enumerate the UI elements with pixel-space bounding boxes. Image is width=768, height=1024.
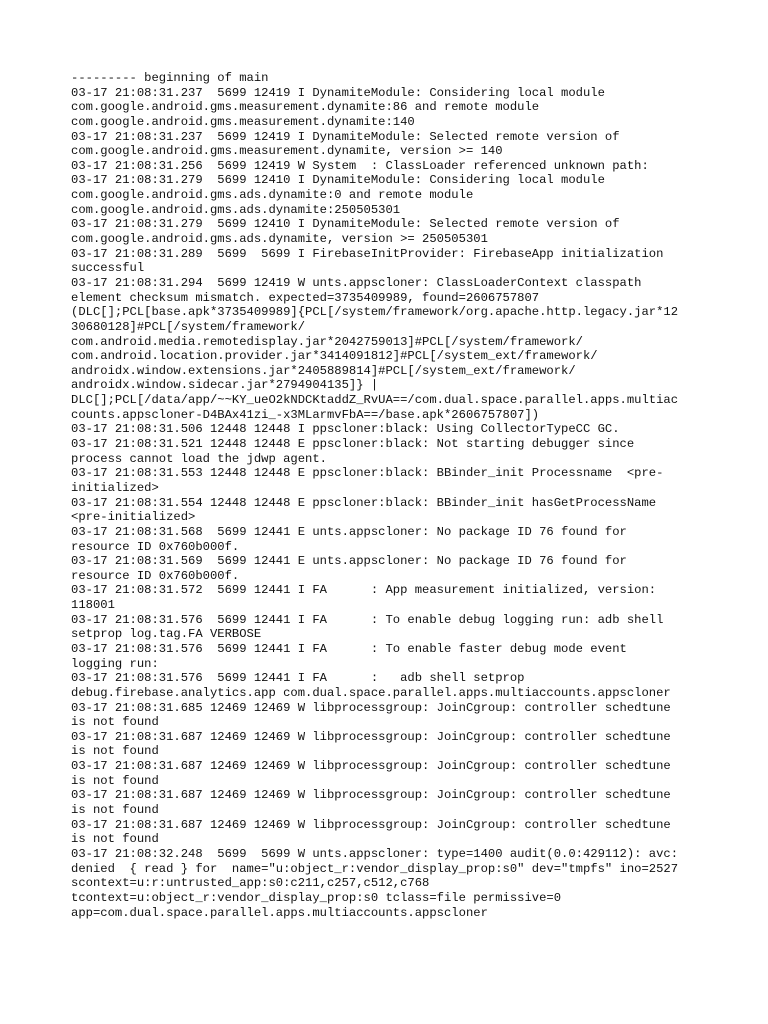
log-line: 03-17 21:08:31.687 12469 12469 W libprocessgroup: JoinCgroup: controller schedtune xyxy=(71,788,671,803)
log-line: --------- beginning of main xyxy=(71,71,269,85)
log-text-block xyxy=(71,71,711,920)
log-line: com.google.android.gms.measurement.dynamite:86 and remote module xyxy=(71,100,540,115)
log-line: 03-17 21:08:31.237 5699 12419 I DynamiteModule: Considering local module xyxy=(71,85,605,100)
log-line: is not found xyxy=(71,744,159,759)
log-line: 03-17 21:08:31.256 5699 12419 W System : ClassLoader referenced unknown path: xyxy=(71,158,649,173)
log-line: resource ID 0x760b000f. xyxy=(71,568,240,583)
log-line: 03-17 21:08:31.576 5699 12441 I FA : To enable debug logging run: adb shell xyxy=(71,612,664,627)
log-line: is not found xyxy=(71,803,159,818)
log-line: app=com.dual.space.parallel.apps.multiaccounts.appscloner xyxy=(71,905,488,920)
log-line: 03-17 21:08:31.294 5699 12419 W unts.appscloner: ClassLoaderContext classpath xyxy=(71,275,642,290)
log-line: element checksum mismatch. expected=3735409989, found=2606757807 xyxy=(71,290,540,305)
log-line: logging run: xyxy=(71,656,159,671)
log-line: com.google.android.gms.measurement.dynamite:140 xyxy=(71,114,415,129)
log-line: counts.appscloner-D4BAx41zi_-x3MLarmvFbA==/base.apk*2606757807]) xyxy=(71,407,540,422)
log-line: is not found xyxy=(71,773,159,788)
log-line: debug.firebase.analytics.app com.dual.space.parallel.apps.multiaccounts.appscloner xyxy=(71,685,671,700)
log-line: 03-17 21:08:31.506 12448 12448 I ppscloner:black: Using CollectorTypeCC GC. xyxy=(71,422,620,437)
log-line: 03-17 21:08:31.568 5699 12441 E unts.appscloner: No package ID 76 found for xyxy=(71,524,627,539)
log-line: initialized> xyxy=(71,480,159,495)
log-line: 03-17 21:08:32.248 5699 5699 W unts.appscloner: type=1400 audit(0.0:429112): avc: xyxy=(71,846,679,861)
log-line: process cannot load the jdwp agent. xyxy=(71,451,327,466)
log-line: tcontext=u:object_r:vendor_display_prop:s0 tclass=file permissive=0 xyxy=(71,890,562,905)
log-line: 03-17 21:08:31.554 12448 12448 E ppscloner:black: BBinder_init hasGetProcessName xyxy=(71,495,657,510)
log-line: 03-17 21:08:31.687 12469 12469 W libprocessgroup: JoinCgroup: controller schedtune xyxy=(71,729,671,744)
log-line: com.android.media.remotedisplay.jar*2042759013]#PCL[/system/framework/ xyxy=(71,334,583,349)
log-line: 03-17 21:08:31.289 5699 5699 I FirebaseInitProvider: FirebaseApp initialization xyxy=(71,246,664,261)
log-line: is not found xyxy=(71,832,159,847)
log-line: com.android.location.provider.jar*3414091812]#PCL[/system_ext/framework/ xyxy=(71,349,598,364)
log-line: androidx.window.extensions.jar*2405889814]#PCL[/system_ext/framework/ xyxy=(71,363,576,378)
log-line: setprop log.tag.FA VERBOSE xyxy=(71,627,262,642)
log-line: 03-17 21:08:31.685 12469 12469 W libprocessgroup: JoinCgroup: controller schedtune xyxy=(71,700,671,715)
log-line: DLC[];PCL[/data/app/~~KY_ueO2kNDCKtaddZ_RvUA==/com.dual.space.parallel.apps.multiac xyxy=(71,393,679,408)
log-line: com.google.android.gms.ads.dynamite:0 and remote module xyxy=(71,188,474,203)
log-line: 30680128]#PCL[/system/framework/ xyxy=(71,319,306,334)
log-line: 03-17 21:08:31.237 5699 12419 I DynamiteModule: Selected remote version of xyxy=(71,129,620,144)
log-line: com.google.android.gms.measurement.dynamite, version >= 140 xyxy=(71,144,503,159)
log-document xyxy=(71,71,711,920)
log-line: <pre-initialized> xyxy=(71,510,196,525)
log-line: 03-17 21:08:31.576 5699 12441 I FA : adb shell setprop xyxy=(71,671,525,686)
log-line: 03-17 21:08:31.572 5699 12441 I FA : App measurement initialized, version: xyxy=(71,583,657,598)
log-line: is not found xyxy=(71,715,159,730)
log-line: androidx.window.sidecar.jar*2794904135]} | xyxy=(71,378,379,393)
log-line: com.google.android.gms.ads.dynamite:250505301 xyxy=(71,202,401,217)
log-line: 03-17 21:08:31.576 5699 12441 I FA : To enable faster debug mode event xyxy=(71,641,627,656)
log-line: denied { read } for name="u:object_r:vendor_display_prop:s0" dev="tmpfs" ino=2527 xyxy=(71,861,679,876)
log-line: resource ID 0x760b000f. xyxy=(71,539,240,554)
log-line: 03-17 21:08:31.521 12448 12448 E ppscloner:black: Not starting debugger since xyxy=(71,437,635,452)
log-line: 03-17 21:08:31.569 5699 12441 E unts.appscloner: No package ID 76 found for xyxy=(71,554,627,569)
log-line: 03-17 21:08:31.279 5699 12410 I DynamiteModule: Selected remote version of xyxy=(71,217,620,232)
log-line: 118001 xyxy=(71,598,115,613)
log-line: scontext=u:r:untrusted_app:s0:c211,c257,c512,c768 xyxy=(71,876,430,891)
log-line: successful xyxy=(71,261,145,276)
log-line: com.google.android.gms.ads.dynamite, version >= 250505301 xyxy=(71,232,488,247)
log-line: 03-17 21:08:31.687 12469 12469 W libprocessgroup: JoinCgroup: controller schedtune xyxy=(71,759,671,774)
log-line: 03-17 21:08:31.279 5699 12410 I DynamiteModule: Considering local module xyxy=(71,173,605,188)
log-line: (DLC[];PCL[base.apk*3735409989]{PCL[/system/framework/org.apache.http.legacy.jar*12 xyxy=(71,305,679,320)
log-line: 03-17 21:08:31.553 12448 12448 E ppscloner:black: BBinder_init Processname <pre- xyxy=(71,466,664,481)
log-line: 03-17 21:08:31.687 12469 12469 W libprocessgroup: JoinCgroup: controller schedtune xyxy=(71,817,671,832)
